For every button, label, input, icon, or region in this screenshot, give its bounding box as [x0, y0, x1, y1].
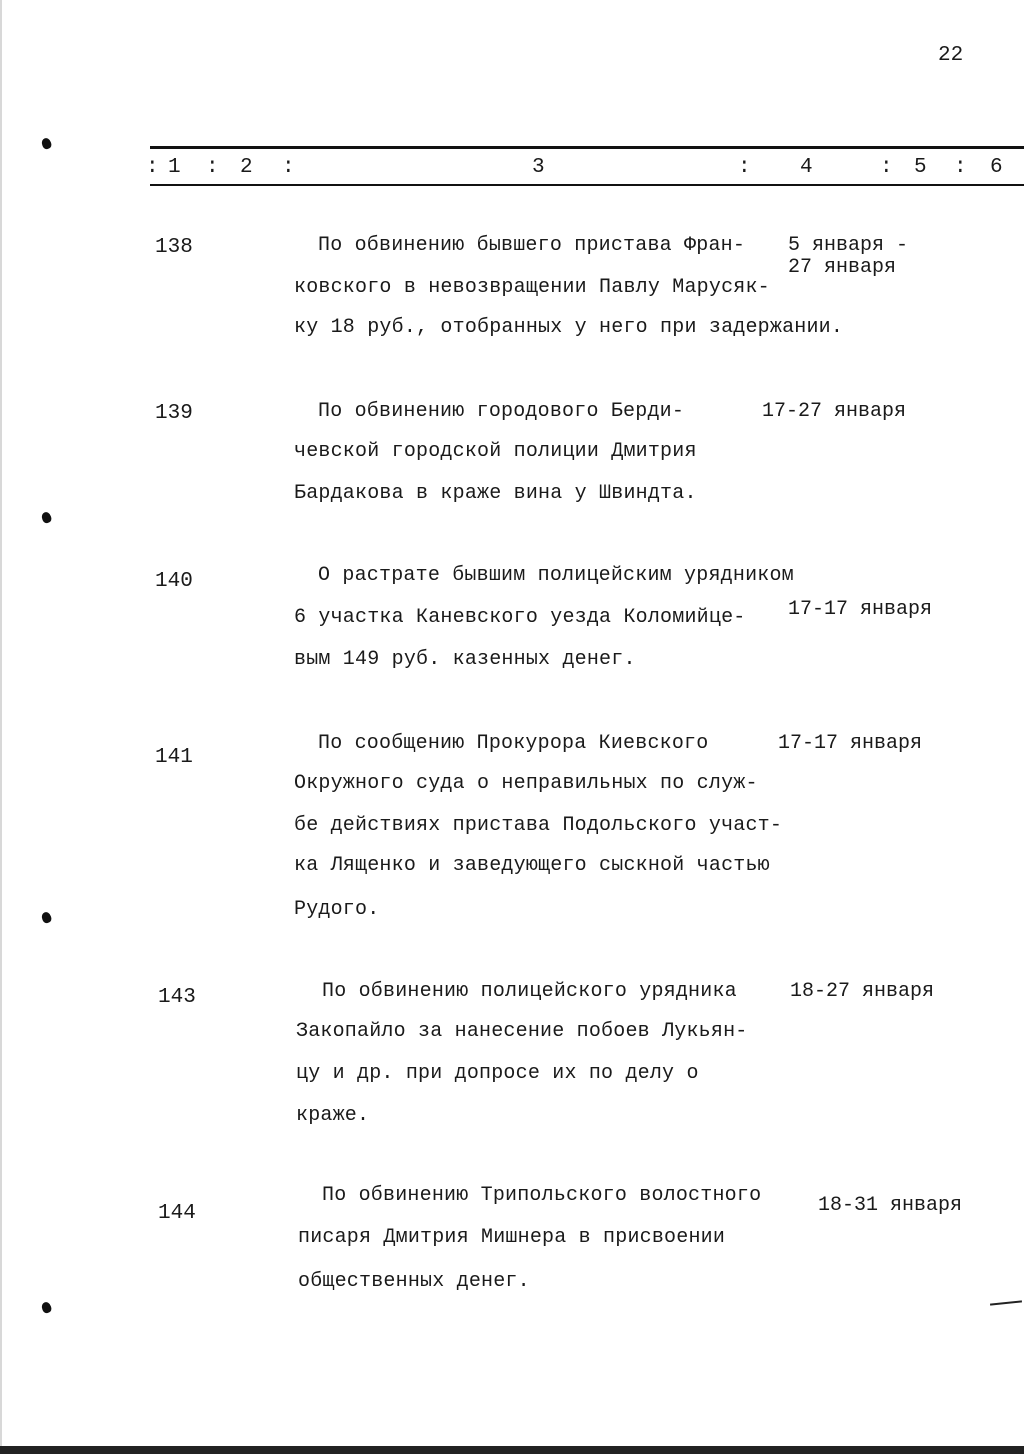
binding-hole-mark	[40, 511, 52, 524]
entry-text-line: общественных денег.	[298, 1270, 530, 1293]
entry-text-line: По обвинению Трипольского волостного	[322, 1184, 762, 1207]
entry-text-line: Окружного суда о неправильных по служ-	[294, 772, 758, 795]
entry-text-line: ка Лященко и заведующего сыскной частью	[294, 854, 770, 877]
scan-bottom-edge	[0, 1446, 1024, 1454]
header-rule-bottom	[150, 184, 1024, 186]
column-header-row	[0, 156, 1024, 184]
binding-hole-mark	[40, 1301, 52, 1314]
entry-date: 17-17 января	[778, 732, 923, 755]
binding-hole-mark	[40, 137, 52, 150]
entry-date: 5 января -	[788, 234, 909, 257]
entry-number: 138	[155, 236, 193, 259]
entry-text-line: Бардакова в краже вина у Швиндта.	[294, 482, 697, 505]
column-header-6: 6	[990, 156, 1003, 179]
entry-number: 141	[155, 746, 193, 769]
entry-text-line: бе действиях пристава Подольского участ-	[294, 814, 783, 837]
column-separator: :	[954, 156, 967, 179]
entry-date: 17-17 января	[788, 598, 933, 621]
entry-text-line: краже.	[296, 1104, 370, 1127]
entry-text-line: По обвинению полицейского урядника	[322, 980, 737, 1003]
entry-text-line: ковского в невозвращении Павлу Марусяк-	[294, 276, 770, 299]
page-edge-shadow	[0, 0, 2, 1454]
entry-number: 143	[158, 986, 196, 1009]
entry-date: 18-27 января	[790, 980, 935, 1003]
entry-text-line: Рудого.	[294, 898, 380, 921]
entry-text-line: Закопайло за нанесение побоев Лукьян-	[296, 1020, 748, 1043]
entry-text-line: писаря Дмитрия Мишнера в присвоении	[298, 1226, 726, 1249]
entry-text-line: По обвинению бывшего пристава Фран-	[318, 234, 746, 257]
column-header-3: 3	[532, 156, 545, 179]
binding-hole-mark	[40, 911, 52, 924]
entry-text-line: По сообщению Прокурора Киевского	[318, 732, 709, 755]
column-header-5: 5	[914, 156, 927, 179]
entry-text-line: чевской городской полиции Дмитрия	[294, 440, 697, 463]
entry-date: 18-31 января	[818, 1194, 963, 1217]
column-header-1: 1	[168, 156, 181, 179]
entry-text-line: вым 149 руб. казенных денег.	[294, 648, 636, 671]
column-header-2: 2	[240, 156, 253, 179]
entry-number: 144	[158, 1202, 196, 1225]
entry-number: 140	[155, 570, 193, 593]
column-separator: :	[146, 156, 159, 179]
column-separator: :	[880, 156, 893, 179]
page-number: 22	[938, 44, 964, 67]
entry-date: 27 января	[788, 256, 897, 279]
entry-text-line: ку 18 руб., отобранных у него при задержании.	[294, 316, 844, 339]
entry-number: 139	[155, 402, 193, 425]
column-header-4: 4	[800, 156, 813, 179]
entry-text-line: По обвинению городового Берди-	[318, 400, 685, 423]
entry-text-line: О растрате бывшим полицейским урядником	[318, 564, 794, 587]
column-separator: :	[282, 156, 295, 179]
header-rule-top	[150, 146, 1024, 149]
entry-text-line: 6 участка Каневского уезда Коломийце-	[294, 606, 746, 629]
entry-text-line: цу и др. при допросе их по делу о	[296, 1062, 699, 1085]
column-separator: :	[206, 156, 219, 179]
margin-pen-stroke	[990, 1300, 1022, 1305]
column-separator: :	[738, 156, 751, 179]
entry-date: 17-27 января	[762, 400, 907, 423]
